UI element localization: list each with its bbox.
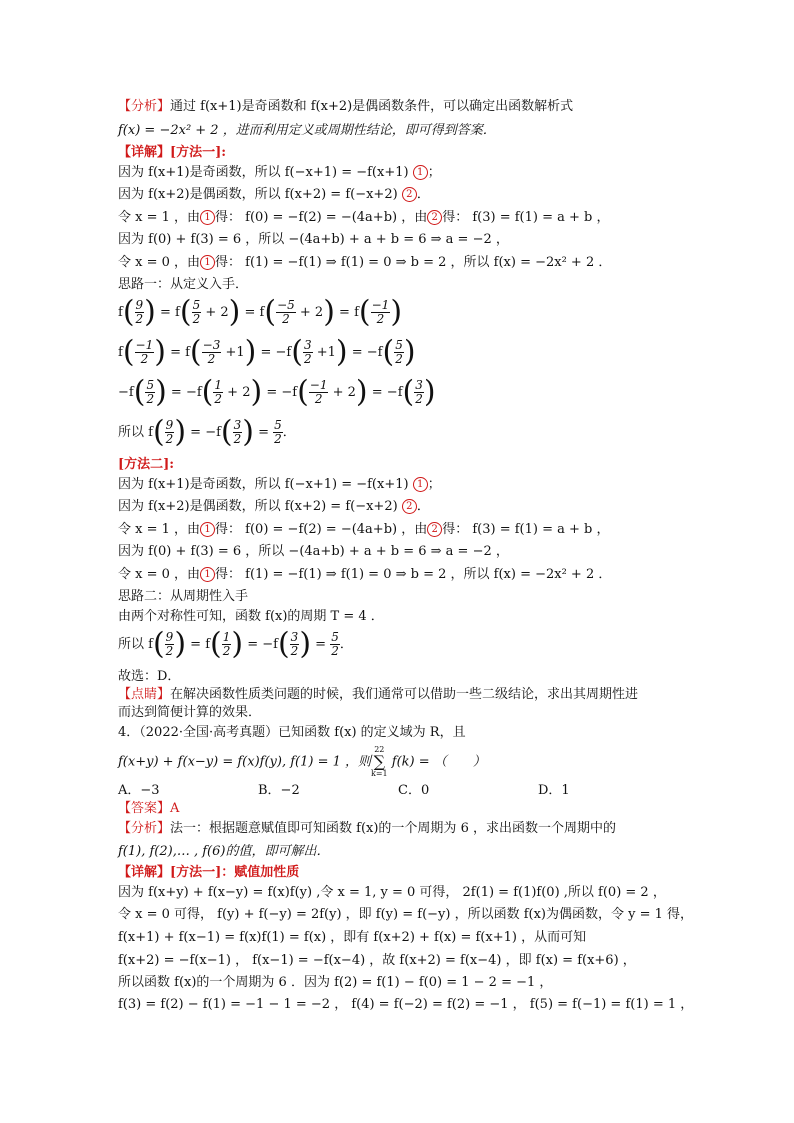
- analysis-q4-line-2: f(1), f(2),… , f(6)的值，即可解出．: [118, 844, 330, 859]
- step-let-x-0: 令 x = 0 ，由 1 得： f(1) = −f(1) ⇒ f(1) = 0 ⇒ b = 2 ，所以 f(x) = −2x² + 2 ．: [118, 255, 612, 270]
- option-d: D．1: [538, 783, 570, 798]
- m2-step-odd-function: 因为 f(x+1)是奇函数，所以 f(−x+1) = −f(x+1) 1 ；: [118, 477, 441, 492]
- detail-q4-line-3: f(x+1) + f(x−1) = f(x)f(1) = f(x) ，即有 f(x+2) + f(x) = f(x+1) ，从而可知: [118, 930, 587, 945]
- circled-number-2: 2: [427, 210, 442, 225]
- m2-step-even-function: 因为 f(x+2)是偶函数，所以 f(x+2) = f(−x+2) 2 ．: [118, 499, 430, 514]
- detail-q4-line-5: 所以函数 f(x)的一个周期为 6 ．因为 f(2) = f(1) − f(0) = 1 − 2 = −1 ，: [118, 975, 553, 990]
- detail-q4-line-4: f(x+2) = −f(x−1) ， f(x−1) = −f(x−4) ，故 f(x+2) = f(x−4) ，即 f(x) = f(x+6) ，: [118, 953, 636, 968]
- choice-statement: 故选：D．: [118, 669, 181, 684]
- circled-number-1: 1: [200, 522, 215, 537]
- step-solve-a: 因为 f(0) + f(3) = 6 ，所以 −(4a+b) + a + b = 6 ⇒ a = −2 ，: [118, 232, 509, 247]
- step-odd-function: 因为 f(x+1)是奇函数，所以 f(−x+1) = −f(x+1) 1 ；: [118, 165, 441, 180]
- detail-method-one-heading: 【详解】[方法一]:: [118, 145, 227, 160]
- method-two-heading: [方法二]:: [118, 457, 175, 472]
- equation-row-1: f( $\frac{9}{2}$ ) = f( $\frac{5}{2}$ + 2) = f( $\frac{-5}{2}$ + 2) = f( $\frac{-1}{2}$ ): [118, 294, 403, 330]
- circled-number-1: 1: [413, 477, 428, 492]
- summation-symbol: 22 ∑ k=1: [371, 745, 388, 778]
- m2-step-let-x-1: 令 x = 1 ，由 1 得： f(0) = −f(2) = −(4a+b) ，由 2 得： f(3) = f(1) = a + b ，: [118, 522, 610, 537]
- circled-number-2: 2: [402, 187, 417, 202]
- detail-q4-method-heading: 【详解】[方法一]：赋值加性质: [118, 865, 300, 880]
- period-statement: 由两个对称性可知，函数 f(x)的周期 T = 4 ．: [118, 609, 384, 624]
- equation-row-3: −f( $\frac{5}{2}$ ) = −f( $\frac{1}{2}$ + 2) = −f( $\frac{-1}{2}$ + 2) = −f( $\frac{3}{2}$ ): [118, 374, 436, 410]
- answer-line: 【答案】A: [118, 801, 180, 816]
- equation-row-5: 所以 f( $\frac{9}{2}$ ) = f( $\frac{1}{2}$ ) = −f( $\frac{3}{2}$ ) = $\frac{5}{2}$ ．: [118, 626, 353, 662]
- equation-row-4: 所以 f( $\frac{9}{2}$ ) = −f( $\frac{3}{2}$ ) = $\frac{5}{2}$ ．: [118, 414, 296, 450]
- option-c: C．0: [398, 783, 430, 798]
- option-a: A．−3: [118, 783, 160, 798]
- m2-step-solve-a: 因为 f(0) + f(3) = 6 ，所以 −(4a+b) + a + b = 6 ⇒ a = −2 ，: [118, 544, 509, 559]
- detail-q4-line-2: 令 x = 0 可得， f(y) + f(−y) = 2f(y) ，即 f(y) = f(−y) ，所以函数 f(x)为偶函数，令 y = 1 得，: [118, 907, 694, 922]
- idea-one: 思路一：从定义入手．: [118, 277, 249, 292]
- detail-q4-line-6: f(3) = f(2) − f(1) = −1 − 1 = −2 ， f(4) = f(−2) = f(2) = −1 ， f(5) = f(−1) = f(1) = 1 ，: [118, 997, 694, 1012]
- remark-line-1: 【点睛】在解决函数性质类问题的时候，我们通常可以借助一些二级结论，求出其周期性进: [118, 687, 639, 702]
- question-4-stem: 4．（2022·全国·高考真题）已知函数 f(x) 的定义域为 R，且: [118, 725, 466, 740]
- option-b: B．−2: [258, 783, 300, 798]
- idea-two: 思路二：从周期性入手: [118, 589, 249, 604]
- analysis-q4-line-1: 【分析】法一：根据题意赋值即可知函数 f(x)的一个周期为 6 ，求出函数一个周期中的: [118, 821, 616, 836]
- question-4-equation: f(x+y) + f(x−y) = f(x)f(y), f(1) = 1 ，则22 ∑ k=1 f(k) = （ ）: [118, 745, 486, 778]
- circled-number-1: 1: [200, 255, 215, 270]
- step-even-function: 因为 f(x+2)是偶函数，所以 f(x+2) = f(−x+2) 2 ．: [118, 187, 430, 202]
- circled-number-2: 2: [402, 499, 417, 514]
- analysis-line-2: f(x) = −2x² + 2 ，进而利用定义或周期性结论，即可得到答案．: [118, 123, 496, 138]
- circled-number-1: 1: [413, 165, 428, 180]
- analysis-line-1: 【分析】通过 f(x+1)是奇函数和 f(x+2)是偶函数条件，可以确定出函数解析式: [118, 99, 574, 114]
- question-4-options: [118, 782, 678, 800]
- circled-number-1: 1: [200, 567, 215, 582]
- step-let-x-1: 令 x = 1 ，由 1 得： f(0) = −f(2) = −(4a+b) ，由 2 得： f(3) = f(1) = a + b ，: [118, 210, 610, 225]
- circled-number-2: 2: [427, 522, 442, 537]
- equation-row-2: f( $\frac{-1}{2}$ ) = f( $\frac{-3}{2}$ +1) = −f( $\frac{3}{2}$ +1) = −f( $\frac{5}{2}$ ): [118, 334, 416, 370]
- remark-line-2: 而达到简便计算的效果．: [118, 705, 262, 720]
- circled-number-1: 1: [200, 210, 215, 225]
- m2-step-let-x-0: 令 x = 0 ，由 1 得： f(1) = −f(1) ⇒ f(1) = 0 ⇒ b = 2 ，所以 f(x) = −2x² + 2 ．: [118, 567, 612, 582]
- detail-q4-line-1: 因为 f(x+y) + f(x−y) = f(x)f(y) ,令 x = 1, y = 0 可得， 2f(1) = f(1)f(0) ,所以 f(0) = 2 ，: [118, 885, 666, 900]
